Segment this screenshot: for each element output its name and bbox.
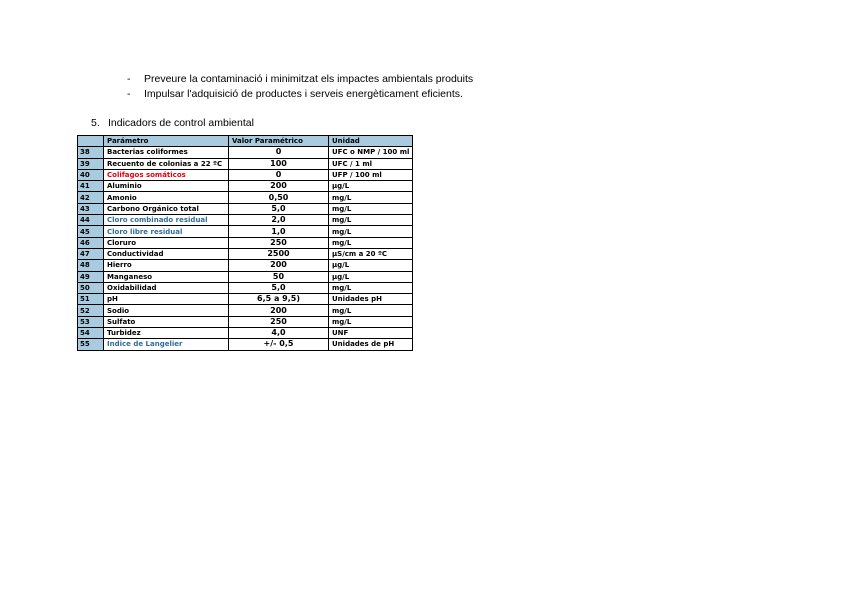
row-value: 200 xyxy=(229,305,329,316)
row-unit: mg/L xyxy=(329,215,413,226)
row-number: 48 xyxy=(78,260,104,271)
row-number: 46 xyxy=(78,237,104,248)
table-header-row xyxy=(78,136,413,147)
row-number: 51 xyxy=(78,294,104,305)
header-param: Parámetro xyxy=(104,136,229,147)
header-corner xyxy=(78,136,104,147)
row-unit: mg/L xyxy=(329,305,413,316)
row-value: 1,0 xyxy=(229,226,329,237)
row-parameter: Recuento de colonias a 22 ºC xyxy=(104,158,229,169)
row-value: 250 xyxy=(229,237,329,248)
bullet-item xyxy=(127,72,473,87)
table-row xyxy=(78,203,413,214)
row-unit: mg/L xyxy=(329,282,413,293)
table-row xyxy=(78,147,413,158)
row-parameter: Manganeso xyxy=(104,271,229,282)
row-number: 50 xyxy=(78,282,104,293)
row-number: 47 xyxy=(78,248,104,259)
row-value: 5,0 xyxy=(229,203,329,214)
row-unit: UFP / 100 ml xyxy=(329,169,413,180)
row-value: 250 xyxy=(229,316,329,327)
section-number: 5. xyxy=(91,117,100,129)
header-unit: Unidad xyxy=(329,136,413,147)
table-row xyxy=(78,316,413,327)
row-value: 0 xyxy=(229,147,329,158)
table-row xyxy=(78,192,413,203)
table-row xyxy=(78,305,413,316)
row-unit: mg/L xyxy=(329,237,413,248)
row-value: 6,5 a 9,5) xyxy=(229,294,329,305)
row-unit: Unidades de pH xyxy=(329,339,413,350)
table-row xyxy=(78,282,413,293)
row-number: 45 xyxy=(78,226,104,237)
bullet-list xyxy=(127,72,473,102)
row-parameter: Cloro combinado residual xyxy=(104,215,229,226)
row-parameter: Sodio xyxy=(104,305,229,316)
row-value: 100 xyxy=(229,158,329,169)
row-number: 49 xyxy=(78,271,104,282)
row-value: 2500 xyxy=(229,248,329,259)
row-parameter: Sulfato xyxy=(104,316,229,327)
row-parameter: Cloro libre residual xyxy=(104,226,229,237)
row-unit: UFC o NMP / 100 ml xyxy=(329,147,413,158)
row-parameter: Aluminio xyxy=(104,181,229,192)
table-row xyxy=(78,226,413,237)
row-unit: µg/L xyxy=(329,181,413,192)
row-unit: mg/L xyxy=(329,316,413,327)
table-row xyxy=(78,215,413,226)
row-value: +/- 0,5 xyxy=(229,339,329,350)
table-body xyxy=(78,147,413,350)
row-value: 50 xyxy=(229,271,329,282)
table-row xyxy=(78,260,413,271)
row-number: 41 xyxy=(78,181,104,192)
header-value: Valor Paramétrico xyxy=(229,136,329,147)
section-title: Indicadors de control ambiental xyxy=(108,117,254,129)
row-number: 43 xyxy=(78,203,104,214)
table-row xyxy=(78,294,413,305)
row-number: 55 xyxy=(78,339,104,350)
row-number: 39 xyxy=(78,158,104,169)
bullet-item xyxy=(127,87,473,102)
row-value: 200 xyxy=(229,260,329,271)
row-parameter: Bacterias coliformes xyxy=(104,147,229,158)
table-row xyxy=(78,328,413,339)
row-parameter: Carbono Orgánico total xyxy=(104,203,229,214)
row-number: 52 xyxy=(78,305,104,316)
row-value: 0,50 xyxy=(229,192,329,203)
row-number: 38 xyxy=(78,147,104,158)
row-parameter: Amonio xyxy=(104,192,229,203)
table-row xyxy=(78,158,413,169)
row-parameter: Conductividad xyxy=(104,248,229,259)
row-value: 4,0 xyxy=(229,328,329,339)
bullet-text: Preveure la contaminació i minimitzat els impactes ambientals produits xyxy=(144,73,474,85)
bullet-marker: - xyxy=(127,73,131,85)
table-row xyxy=(78,169,413,180)
row-unit: UNF xyxy=(329,328,413,339)
row-unit: µS/cm a 20 ºC xyxy=(329,248,413,259)
table-row xyxy=(78,339,413,350)
table-row xyxy=(78,271,413,282)
row-parameter: pH xyxy=(104,294,229,305)
bullet-text: Impulsar l'adquisició de productes i serveis energèticament eficients. xyxy=(144,88,463,100)
row-unit: mg/L xyxy=(329,226,413,237)
row-unit: UFC / 1 ml xyxy=(329,158,413,169)
row-value: 5,0 xyxy=(229,282,329,293)
row-unit: µg/L xyxy=(329,260,413,271)
table-row xyxy=(78,248,413,259)
row-parameter: Cloruro xyxy=(104,237,229,248)
parameters-table xyxy=(77,135,413,351)
row-parameter: Colifagos somáticos xyxy=(104,169,229,180)
row-number: 53 xyxy=(78,316,104,327)
row-parameter: Turbidez xyxy=(104,328,229,339)
row-value: 0 xyxy=(229,169,329,180)
table-row xyxy=(78,181,413,192)
row-unit: Unidades pH xyxy=(329,294,413,305)
row-number: 54 xyxy=(78,328,104,339)
row-parameter: Oxidabilidad xyxy=(104,282,229,293)
section-heading xyxy=(91,117,254,129)
bullet-marker: - xyxy=(127,88,131,100)
row-parameter: Hierro xyxy=(104,260,229,271)
row-value: 200 xyxy=(229,181,329,192)
row-unit: mg/L xyxy=(329,203,413,214)
row-number: 44 xyxy=(78,215,104,226)
row-unit: mg/L xyxy=(329,192,413,203)
row-unit: µg/L xyxy=(329,271,413,282)
row-number: 42 xyxy=(78,192,104,203)
row-value: 2,0 xyxy=(229,215,329,226)
table-row xyxy=(78,237,413,248)
row-parameter: Índice de Langelier xyxy=(104,339,229,350)
row-number: 40 xyxy=(78,169,104,180)
